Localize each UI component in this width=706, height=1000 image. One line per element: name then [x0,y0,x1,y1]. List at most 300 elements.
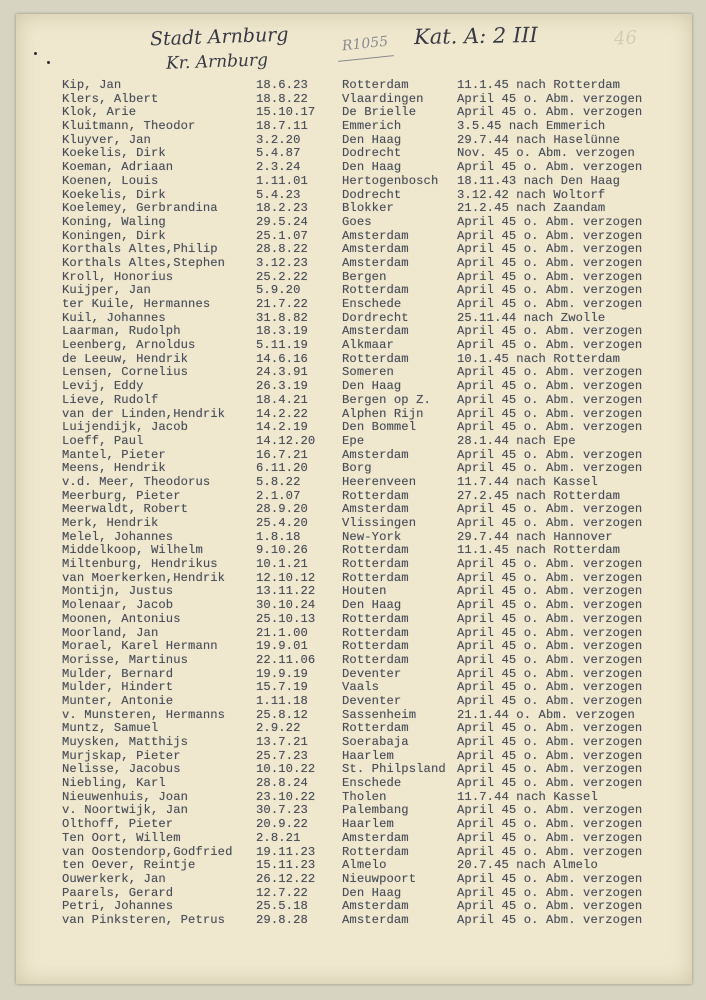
birth-place: Rotterdam [342,611,409,626]
person-name: ten Oever, Reintje [62,858,196,873]
birth-date: 26.12.22 [256,871,316,886]
handwritten-reference: R1055 [341,33,389,55]
person-name: de Leeuw, Hendrik [62,351,189,366]
person-name: Kluitmann, Theodor [62,119,196,134]
departure-note: April 45 o. Abm. verzogen [457,283,643,298]
departure-note: 28.1.44 nach Epe [457,433,576,448]
birth-place: Borg [342,461,372,476]
departure-note: 11.1.45 nach Rotterdam [457,543,621,558]
birth-date: 2.1.07 [256,488,301,503]
person-name: Morael, Karel Hermann [62,639,218,654]
birth-date: 30.7.23 [256,803,308,818]
birth-date: 18.7.11 [256,119,308,134]
birth-date: 24.3.91 [256,365,308,380]
birth-place: Rotterdam [342,283,409,298]
person-name: Moorland, Jan [62,625,159,640]
birth-place: Den Haag [342,379,402,394]
person-name: Kroll, Honorius [62,269,174,284]
person-name: van der Linden,Hendrik [62,406,226,421]
departure-note: April 45 o. Abm. verzogen [457,735,643,749]
person-name: Klok, Arie [62,105,137,120]
departure-note: April 45 o. Abm. verzogen [457,830,643,845]
departure-note: April 45 o. Abm. verzogen [457,570,643,585]
birth-date: 21.7.22 [256,297,308,311]
departure-note: April 45 o. Abm. verzogen [457,105,643,120]
birth-place: Rotterdam [342,844,409,859]
departure-note: 20.7.45 nach Almelo [457,858,598,873]
departure-note: April 45 o. Abm. verzogen [457,693,643,708]
birth-date: 25.8.12 [256,707,308,722]
birth-date: 14.2.19 [256,420,308,435]
birth-date: 15.7.19 [256,680,308,695]
birth-date: 2.8.21 [256,830,301,845]
register-row [16,243,692,257]
birth-date: 19.11.23 [256,844,316,859]
register-row [16,284,692,298]
birth-place: Rotterdam [342,557,409,572]
birth-place: Nieuwpoort [342,871,417,886]
birth-date: 1.8.18 [256,529,301,544]
departure-note: April 45 o. Abm. verzogen [457,652,643,667]
person-name: Paarels, Gerard [62,885,174,900]
birth-place: Amsterdam [342,242,409,257]
birth-date: 1.11.18 [256,693,308,708]
birth-place: Amsterdam [342,228,409,243]
birth-place: Goes [342,214,372,229]
register-row [16,846,692,860]
birth-date: 31.8.82 [256,310,308,325]
departure-note: 3.12.42 nach Woltorf [457,187,606,202]
register-row [16,79,692,93]
birth-place: Amsterdam [342,324,409,339]
birth-date: 18.6.23 [256,78,308,92]
register-row [16,490,692,504]
handwritten-city: Stadt Arnburg [149,23,289,51]
person-name: van Oostendorp,Godfried [62,844,233,859]
birth-date: 25.4.20 [256,516,308,530]
birth-date: 19.9.01 [256,639,308,654]
birth-place: Amsterdam [342,447,409,462]
birth-place: Rotterdam [342,543,409,558]
register-row [16,900,692,914]
departure-note: April 45 o. Abm. verzogen [457,255,643,270]
birth-place: Amsterdam [342,912,409,927]
departure-note: April 45 o. Abm. verzogen [457,420,643,435]
departure-note: April 45 o. Abm. verzogen [457,598,643,613]
register-row [16,449,692,463]
person-name: Klers, Albert [62,91,159,106]
punch-mark [34,52,37,55]
departure-note: April 45 o. Abm. verzogen [457,625,643,640]
birth-place: St. Philpsland [342,762,446,777]
birth-date: 3.12.23 [256,255,308,270]
birth-date: 5.4.23 [256,187,301,202]
birth-date: 13.11.22 [256,584,316,599]
birth-date: 18.8.22 [256,91,308,106]
birth-date: 29.5.24 [256,214,308,229]
birth-date: 28.8.24 [256,776,308,791]
departure-note: 18.11.43 nach Den Haag [457,173,621,188]
birth-date: 25.2.22 [256,269,308,284]
birth-place: Blokker [342,201,394,216]
birth-date: 18.2.23 [256,201,308,216]
register-row [16,408,692,422]
person-name: Korthals Altes,Philip [62,242,218,257]
person-name: Morisse, Martinus [62,652,189,667]
register-row [16,736,692,750]
handwritten-district: Kr. Arnburg [165,50,269,74]
departure-note: 3.5.45 nach Emmerich [457,119,606,134]
departure-note: April 45 o. Abm. verzogen [457,297,643,311]
register-row [16,722,692,736]
person-name: Muysken, Matthijs [62,735,189,749]
register-row [16,695,692,709]
departure-note: April 45 o. Abm. verzogen [457,365,643,380]
person-name: Moonen, Antonius [62,611,181,626]
departure-note: April 45 o. Abm. verzogen [457,338,643,353]
departure-note: April 45 o. Abm. verzogen [457,912,643,927]
register-row [16,120,692,134]
departure-note: April 45 o. Abm. verzogen [457,228,643,243]
birth-date: 14.12.20 [256,433,316,448]
register-row [16,572,692,586]
birth-date: 15.11.23 [256,858,316,873]
person-name: van Pinksteren, Petrus [62,912,226,927]
register-row [16,257,692,271]
departure-note: April 45 o. Abm. verzogen [457,639,643,654]
person-name: Luijendijk, Jacob [62,420,189,435]
register-row [16,585,692,599]
person-name: Mantel, Pieter [62,447,166,462]
departure-note: April 45 o. Abm. verzogen [457,871,643,886]
birth-date: 21.1.00 [256,625,308,640]
birth-place: Almelo [342,858,387,873]
birth-place: Hertogenbosch [342,173,439,188]
person-name: Levij, Eddy [62,379,144,394]
birth-place: Rotterdam [342,721,409,736]
birth-place: Rotterdam [342,351,409,366]
person-name: Miltenburg, Hendrikus [62,557,218,572]
person-name: Montijn, Justus [62,584,174,599]
person-name: Koningen, Dirk [62,228,166,243]
birth-place: Amsterdam [342,502,409,517]
register-row [16,832,692,846]
person-name: Lieve, Rudolf [62,392,159,407]
birth-date: 1.11.01 [256,173,308,188]
departure-note: April 45 o. Abm. verzogen [457,516,643,530]
birth-place: Deventer [342,693,402,708]
departure-note: April 45 o. Abm. verzogen [457,611,643,626]
register-list [16,79,692,928]
birth-date: 13.7.21 [256,735,308,749]
departure-note: April 45 o. Abm. verzogen [457,803,643,818]
person-name: Koning, Waling [62,214,166,229]
register-row [16,709,692,723]
register-row [16,517,692,531]
person-name: Koekelis, Dirk [62,146,166,161]
person-name: Meerburg, Pieter [62,488,181,503]
person-name: Munter, Antonie [62,693,174,708]
reference-underline [338,55,394,62]
departure-note: April 45 o. Abm. verzogen [457,91,643,106]
register-row [16,873,692,887]
person-name: Ouwerkerk, Jan [62,871,166,886]
register-row [16,394,692,408]
register-row [16,312,692,326]
register-row [16,599,692,613]
birth-place: Rotterdam [342,652,409,667]
register-row [16,627,692,641]
person-name: Kuijper, Jan [62,283,151,298]
register-row [16,134,692,148]
birth-place: Tholen [342,789,387,804]
birth-place: Sassenheim [342,707,417,722]
departure-note: April 45 o. Abm. verzogen [457,502,643,517]
birth-date: 29.8.28 [256,912,308,927]
birth-date: 19.9.19 [256,666,308,681]
birth-place: Amsterdam [342,899,409,914]
departure-note: April 45 o. Abm. verzogen [457,379,643,394]
departure-note: April 45 o. Abm. verzogen [457,392,643,407]
register-row [16,161,692,175]
register-row [16,654,692,668]
register-row [16,804,692,818]
birth-date: 20.9.22 [256,817,308,832]
register-row [16,298,692,312]
birth-place: Dodrecht [342,146,402,161]
departure-note: April 45 o. Abm. verzogen [457,242,643,257]
punch-mark [47,61,50,64]
person-name: ter Kuile, Hermannes [62,297,211,311]
person-name: Nelisse, Jacobus [62,762,181,777]
birth-place: De Brielle [342,105,417,120]
register-row [16,791,692,805]
birth-place: Vlissingen [342,516,417,530]
register-row [16,271,692,285]
birth-place: Rotterdam [342,488,409,503]
birth-date: 2.9.22 [256,721,301,736]
person-name: Niebling, Karl [62,776,166,791]
departure-note: 27.2.45 nach Rotterdam [457,488,621,503]
birth-place: Deventer [342,666,402,681]
register-row [16,476,692,490]
register-row [16,202,692,216]
register-row [16,681,692,695]
birth-place: Palembang [342,803,409,818]
birth-date: 16.7.21 [256,447,308,462]
faint-pencil-mark: 46 [613,27,638,50]
register-row [16,914,692,928]
birth-place: Den Haag [342,598,402,613]
person-name: Kluyver, Jan [62,132,151,147]
birth-date: 22.11.06 [256,652,316,667]
person-name: Ten Oort, Willem [62,830,181,845]
departure-note: April 45 o. Abm. verzogen [457,748,643,763]
birth-date: 28.9.20 [256,502,308,517]
birth-place: Vlaardingen [342,91,424,106]
birth-place: Enschede [342,776,402,791]
person-name: v.d. Meer, Theodorus [62,474,211,489]
birth-date: 12.10.12 [256,570,316,585]
departure-note: 29.7.44 nach Haselünne [457,132,621,147]
birth-place: Vaals [342,680,380,695]
person-name: Koekelis, Dirk [62,187,166,202]
register-row [16,421,692,435]
birth-date: 14.6.16 [256,351,308,366]
birth-place: Dodrecht [342,187,402,202]
birth-date: 25.1.07 [256,228,308,243]
birth-place: Rotterdam [342,78,409,92]
person-name: v. Munsteren, Hermanns [62,707,226,722]
person-name: Kip, Jan [62,78,122,92]
departure-note: April 45 o. Abm. verzogen [457,269,643,284]
birth-place: Bergen op Z. [342,392,431,407]
birth-place: Houten [342,584,387,599]
person-name: Loeff, Paul [62,433,144,448]
person-name: Koeman, Adriaan [62,160,174,175]
departure-note: April 45 o. Abm. verzogen [457,461,643,476]
departure-note: 21.1.44 o. Abm. verzogen [457,707,635,722]
departure-note: April 45 o. Abm. verzogen [457,762,643,777]
birth-place: Amsterdam [342,830,409,845]
birth-date: 6.11.20 [256,461,308,476]
departure-note: April 45 o. Abm. verzogen [457,680,643,695]
birth-date: 5.8.22 [256,474,301,489]
person-name: Leenberg, Arnoldus [62,338,196,353]
birth-place: Amsterdam [342,255,409,270]
person-name: Molenaar, Jacob [62,598,174,613]
departure-note: April 45 o. Abm. verzogen [457,584,643,599]
birth-place: Alphen Rijn [342,406,424,421]
person-name: Petri, Johannes [62,899,174,914]
birth-place: Bergen [342,269,387,284]
person-name: Meens, Hendrik [62,461,166,476]
register-row [16,558,692,572]
birth-date: 25.7.23 [256,748,308,763]
departure-note: 29.7.44 nach Hannover [457,529,613,544]
birth-date: 5.9.20 [256,283,301,298]
departure-note: April 45 o. Abm. verzogen [457,557,643,572]
register-row [16,640,692,654]
birth-place: Emmerich [342,119,402,134]
departure-note: April 45 o. Abm. verzogen [457,160,643,175]
person-name: Muntz, Samuel [62,721,159,736]
birth-place: Den Bommel [342,420,417,435]
birth-place: Epe [342,433,365,448]
person-name: Nieuwenhuis, Joan [62,789,189,804]
person-name: Merk, Hendrik [62,516,159,530]
birth-place: Heerenveen [342,474,417,489]
birth-place: Soerabaja [342,735,409,749]
birth-date: 30.10.24 [256,598,316,613]
register-row [16,750,692,764]
departure-note: April 45 o. Abm. verzogen [457,721,643,736]
birth-place: Den Haag [342,885,402,900]
register-row [16,818,692,832]
person-name: Olthoff, Pieter [62,817,174,832]
departure-note: April 45 o. Abm. verzogen [457,885,643,900]
birth-place: Rotterdam [342,639,409,654]
departure-note: 11.7.44 nach Kassel [457,474,598,489]
register-row [16,763,692,777]
departure-note: 10.1.45 nach Rotterdam [457,351,621,366]
departure-note: April 45 o. Abm. verzogen [457,899,643,914]
person-name: Korthals Altes,Stephen [62,255,226,270]
register-row [16,366,692,380]
register-row [16,189,692,203]
person-name: van Moerkerken,Hendrik [62,570,226,585]
birth-place: Dordrecht [342,310,409,325]
register-row [16,462,692,476]
birth-date: 18.4.21 [256,392,308,407]
register-row [16,147,692,161]
departure-note: April 45 o. Abm. verzogen [457,844,643,859]
departure-note: April 45 o. Abm. verzogen [457,666,643,681]
handwritten-category: Kat. A: 2 III [413,22,539,50]
birth-date: 3.2.20 [256,132,301,147]
person-name: Koenen, Louis [62,173,159,188]
departure-note: 11.7.44 nach Kassel [457,789,598,804]
birth-date: 10.10.22 [256,762,316,777]
departure-note: Nov. 45 o. Abm. verzogen [457,146,635,161]
person-name: Mulder, Bernard [62,666,174,681]
person-name: Middelkoop, Wilhelm [62,543,203,558]
birth-date: 23.10.22 [256,789,316,804]
birth-date: 25.5.18 [256,899,308,914]
birth-place: Rotterdam [342,625,409,640]
register-row [16,339,692,353]
birth-place: Alkmaar [342,338,394,353]
person-name: Kuil, Johannes [62,310,166,325]
birth-date: 9.10.26 [256,543,308,558]
birth-place: Enschede [342,297,402,311]
birth-place: New-York [342,529,402,544]
register-row [16,175,692,189]
birth-place: Den Haag [342,132,402,147]
departure-note: April 45 o. Abm. verzogen [457,447,643,462]
register-row [16,531,692,545]
birth-date: 10.1.21 [256,557,308,572]
departure-note: 11.1.45 nach Rotterdam [457,78,621,92]
departure-note: April 45 o. Abm. verzogen [457,817,643,832]
register-row [16,503,692,517]
register-row [16,93,692,107]
departure-note: 25.11.44 nach Zwolle [457,310,606,325]
birth-date: 5.4.87 [256,146,301,161]
register-row [16,380,692,394]
person-name: Meerwaldt, Robert [62,502,189,517]
register-row [16,777,692,791]
birth-date: 18.3.19 [256,324,308,339]
document-page [16,14,692,984]
birth-date: 5.11.19 [256,338,308,353]
departure-note: 21.2.45 nach Zaandam [457,201,606,216]
register-row [16,353,692,367]
person-name: v. Noortwijk, Jan [62,803,189,818]
departure-note: April 45 o. Abm. verzogen [457,214,643,229]
birth-date: 25.10.13 [256,611,316,626]
person-name: Mulder, Hindert [62,680,174,695]
departure-note: April 45 o. Abm. verzogen [457,324,643,339]
birth-date: 14.2.22 [256,406,308,421]
register-row [16,230,692,244]
birth-place: Rotterdam [342,570,409,585]
register-row [16,668,692,682]
birth-date: 12.7.22 [256,885,308,900]
birth-date: 28.8.22 [256,242,308,257]
birth-place: Someren [342,365,394,380]
birth-place: Den Haag [342,160,402,175]
